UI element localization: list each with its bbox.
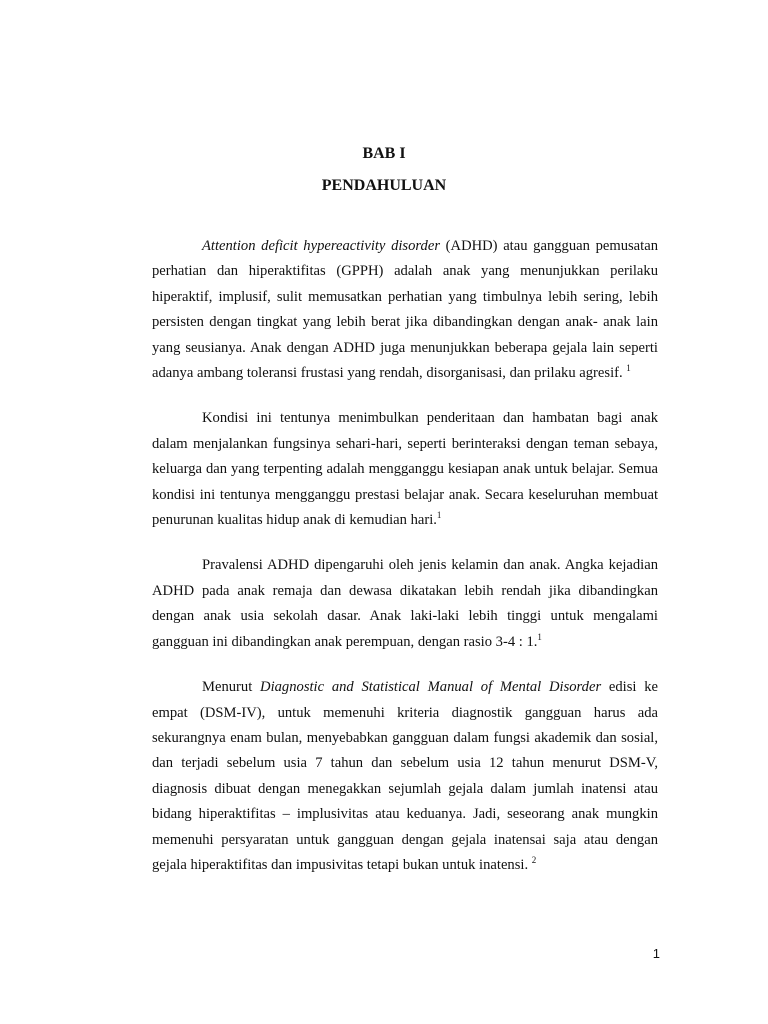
chapter-title: PENDAHULUAN <box>321 177 447 194</box>
body-text <box>152 234 658 878</box>
footnote-ref: 1 <box>626 363 631 374</box>
paragraph-span: edisi ke empat (DSM-IV), untuk memenuhi kriteria diagnostik gangguan harus ada sekurangnya enam bulan, menyebabkan gangguan dalam fungsi akademik dan sosial, dan terjadi sebelum usia 7 tahun dan sebelum usia 12 tahun menurut DSM-V, diagnosis dibuat dengan menegakkan sejumlah gejala dalam jumlah inatensi atau bidang hiperaktifitas – implusivitas atau keduanya. Jadi, seseorang anak mungkin memenuhi persyaratan untuk gangguan dengan gejala inatensai saja atau dengan gejala hiperaktifitas dan impusivitas tetapi bukan untuk inatensi. <box>152 679 658 873</box>
footnote-ref: 2 <box>531 855 537 866</box>
chapter-heading: BAB I <box>362 145 406 162</box>
paragraph <box>152 553 658 655</box>
paragraph-span: Diagnostic and Statistical Manual of Mental Disorder <box>260 679 602 696</box>
paragraph-span: Attention deficit hypereactivity disorder <box>202 238 440 254</box>
paragraph <box>152 234 658 386</box>
footnote-ref: 1 <box>537 631 542 642</box>
paragraph-span: (ADHD) atau gangguan pemusatan perhatian dan hiperaktifitas (GPPH) adalah anak yang menunjukkan perilaku hiperaktif, implusif, sulit memusatkan perhatian yang timbulnya lebih sering, lebih persisten dengan tingkat yang lebih berat jika dibandingkan dengan anak- anak lain yang seusianya. Anak dengan ADHD juga menunjukkan beberapa gejala lain seperti adanya ambang toleransi frustasi yang rendah, disorganisasi, dan prilaku agresif. <box>152 238 658 382</box>
paragraph-span: Pravalensi ADHD dipengaruhi oleh jenis kelamin dan anak. Angka kejadian ADHD pada anak remaja dan dewasa dikatakan lebih rendah jika dibandingkan dengan anak usia sekolah dasar. Anak laki-laki lebih tinggi untuk mengalami gangguan ini dibandingkan anak perempuan, dengan rasio 3-4 : 1. <box>152 557 658 650</box>
paragraph <box>152 675 658 878</box>
paragraph <box>152 406 658 533</box>
paragraph-span: Kondisi ini tentunya menimbulkan penderitaan dan hambatan bagi anak dalam menjalankan fungsinya sehari-hari, seperti berinteraksi dengan teman sebaya, keluarga dan yang terpenting adalah mengganggu kesiapan anak untuk belajar. Semua kondisi ini tentunya mengganggu prestasi belajar anak. Secara keseluruhan membuat penurunan kualitas hidup anak di kemudian hari. <box>152 410 658 529</box>
page-number: 1 <box>652 946 660 961</box>
footnote-ref: 1 <box>436 510 442 521</box>
paragraph-span: Menurut <box>202 679 261 696</box>
